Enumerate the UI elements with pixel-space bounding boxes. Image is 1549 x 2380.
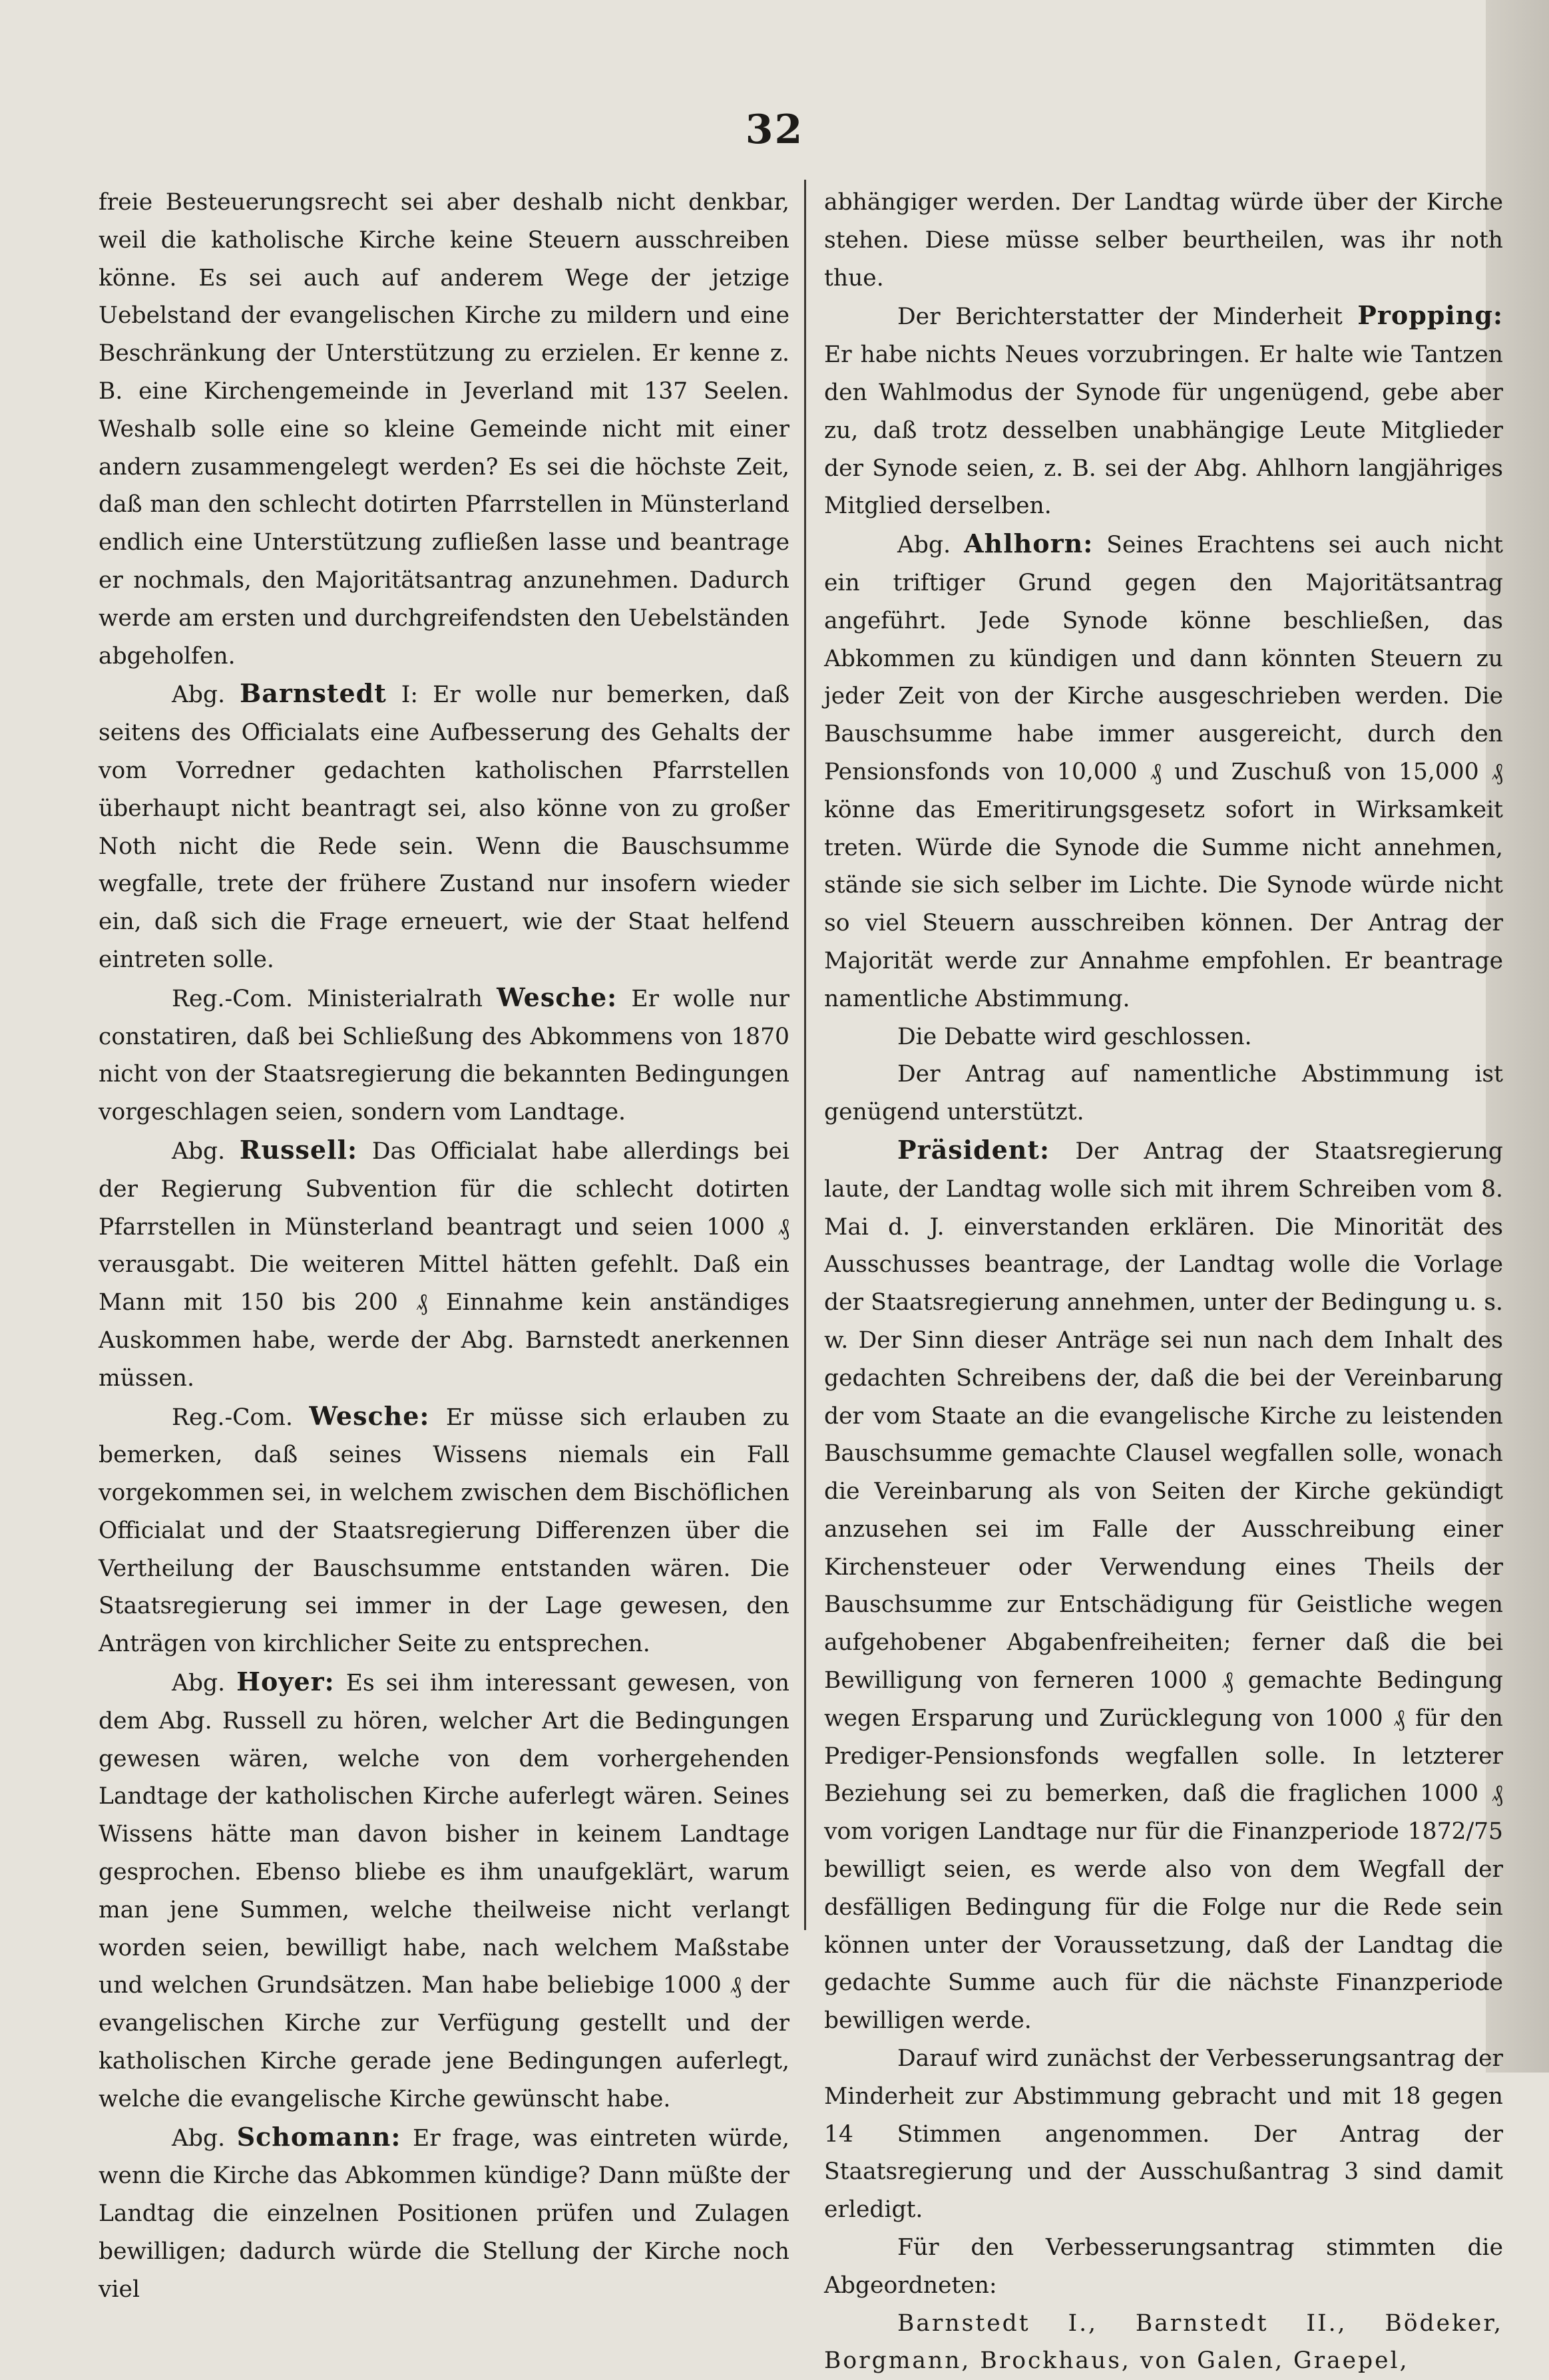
paragraph: freie Besteuerungsrecht sei aber deshalb nicht denkbar, weil die katholische Kirche keine Steuern ausschreiben könne. Es sei auch auf anderem Wege der jetzige Uebelstand der evangelischen Kirche zu mildern und eine Beschränkung der Unterstützung zu erzielen. Er kenne z. B. eine Kirchengemeinde in Jeverland mit 137 Seelen. Weshalb solle eine so kleine Gemeinde nicht mit einer andern zusammengelegt werden? Es sei die höchste Zeit, daß man den schlecht dotirten Pfarrstellen in Münsterland endlich eine Unterstützung zufließen lasse und beantrage er nochmals, den Majoritätsantrag anzunehmen. Dadurch werde am ersten und durchgreifendsten den Uebelständen abgeholfen.	[99, 189, 789, 670]
speaker-name: Schomann:	[236, 2121, 401, 2152]
left-column	[99, 184, 789, 2309]
paragraph: Für den Verbesserungsantrag stimmten die Abgeordneten:	[824, 2234, 1503, 2299]
speaker-name: Präsident:	[897, 1134, 1050, 1165]
speaker-name: Wesche:	[497, 982, 618, 1012]
paragraph: Reg.-Com. Ministerialrath Wesche: Er wolle nur constatiren, daß bei Schließung des Abkommens von 1870 nicht von der Staatsregierung die bekannten Bedingungen vorgeschlagen seien, sondern vom Landtage.	[99, 982, 789, 1126]
speaker-name: Propping:	[1357, 300, 1503, 331]
paragraph: Abg. Schomann: Er frage, was eintreten würde, wenn die Kirche das Abkommen kündige? Dann müßte der Landtag die einzelnen Positionen prüfen und Zulagen bewilligen; dadurch würde die Stellung der Kirche noch viel	[99, 2121, 789, 2303]
paragraph: Präsident: Der Antrag der Staatsregierung laute, der Landtag wolle sich mit ihrem Schreiben vom 8. Mai d. J. einverstanden erklären. Die Minorität des Ausschusses beantrage, der Landtag wolle die Vorlage der Staatsregierung annehmen, unter der Bedingung u. s. w. Der Sinn dieser Anträge sei nun nach dem Inhalt des gedachten Schreibens der, daß die bei der Vereinbarung der vom Staate an die evangelische Kirche zu leistenden Bauschsumme gemachte Clausel wegfallen solle, wonach die Vereinbarung als von Seiten der Kirche gekündigt anzusehen sei im Falle der Ausschreibung einer Kirchensteuer oder Verwendung eines Theils der Bauschsumme zur Entschädigung für Geistliche wegen aufgehobener Abgabenfreiheiten; ferner daß die bei Bewilligung von ferneren 1000 ₰ gemachte Bedingung wegen Ersparung und Zurücklegung von 1000 ₰ für den Prediger-Pensionsfonds wegfallen solle. In letzterer Beziehung sei zu bemerken, daß die fraglichen 1000 ₰ vom vorigen Landtage nur für die Finanzperiode 1872/75 bewilligt seien, es werde also von dem Wegfall der desfälligen Bedingung für die Folge nur die Rede sein können unter der Voraussetzung, daß der Landtag die gedachte Summe auch für die nächste Finanzperiode bewilligen werde.	[824, 1134, 1503, 2035]
paragraph: Die Debatte wird geschlossen.	[897, 1023, 1252, 1050]
speaker-name: Russell:	[239, 1134, 357, 1165]
paragraph: Abg. Hoyer: Es sei ihm interessant gewesen, von dem Abg. Russell zu hören, welcher Art die Bedingungen gewesen wären, welche von dem vorhergehenden Landtage der katholischen Kirche auferlegt wären. Seines Wissens hätte man davon bisher in keinem Landtage gesprochen. Ebenso bliebe es ihm unaufgeklärt, warum man jene Summen, welche theilweise nicht verlangt worden seien, bewilligt habe, nach welchem Maßstabe und welchen Grundsätzen. Man habe beliebige 1000 ₰ der evangelischen Kirche zur Verfügung gestellt und der katholischen Kirche gerade jene Bedingungen auferlegt, welche die evangelische Kirche gewünscht habe.	[99, 1667, 789, 2112]
paragraph: Der Antrag auf namentliche Abstimmung ist genügend unterstützt.	[824, 1061, 1503, 1126]
paragraph: Der Berichterstatter der Minderheit Propping: Er habe nichts Neues vorzubringen. Er halte wie Tantzen den Wahlmodus der Synode für ungenügend, gebe aber zu, daß trotz desselben unabhängige Leute Mitglieder der Synode seien, z. B. sei der Abg. Ahlhorn langjähriges Mitglied derselben.	[824, 300, 1503, 520]
paragraph: abhängiger werden. Der Landtag würde über der Kirche stehen. Diese müsse selber beurtheilen, was ihr noth thue.	[824, 189, 1503, 292]
member-names: Barnstedt I., Barnstedt II., Bödeker, Borgmann, Brockhaus, von Galen, Graepel,	[824, 2309, 1503, 2375]
page-number: 32	[745, 106, 804, 153]
right-column	[824, 184, 1503, 2380]
speaker-name: Ahlhorn:	[964, 528, 1094, 559]
paragraph: Abg. Barnstedt I: Er wolle nur bemerken, daß seitens des Officialats eine Aufbesserung des Gehalts der vom Vorredner gedachten katholischen Pfarrstellen überhaupt nicht beantragt sei, also könne von zu großer Noth nicht die Rede sein. Wenn die Bauschsumme wegfalle, trete der frühere Zustand nur insofern wieder ein, daß sich die Frage erneuert, wie der Staat helfend eintreten solle.	[99, 678, 789, 973]
paragraph: Abg. Ahlhorn: Seines Erachtens sei auch nicht ein triftiger Grund gegen den Majoritätsantrag angeführt. Jede Synode könne beschließen, das Abkommen zu kündigen und dann könnten Steuern zu jeder Zeit von der Kirche ausgeschrieben werden. Die Bauschsumme habe immer ausgereicht, durch den Pensionsfonds von 10,000 ₰ und Zuschuß von 15,000 ₰ könne das Emeritirungsgesetz sofort in Wirksamkeit treten. Würde die Synode die Summe nicht annehmen, stände sie sich selber im Lichte. Die Synode würde nicht so viel Steuern ausschreiben können. Der Antrag der Majorität werde zur Annahme empfohlen. Er beantrage namentliche Abstimmung.	[824, 528, 1503, 1012]
speaker-name: Hoyer:	[236, 1667, 335, 1697]
speaker-name: Wesche:	[309, 1400, 430, 1431]
paragraph: Reg.-Com. Wesche: Er müsse sich erlauben zu bemerken, daß seines Wissens niemals ein Fall vorgekommen sei, in welchem zwischen dem Bischöflichen Officialat und der Staatsregierung Differenzen über die Vertheilung der Bauschsumme entstanden wären. Die Staatsregierung sei immer in der Lage gewesen, den Anträgen von kirchlicher Seite zu entsprechen.	[99, 1400, 789, 1658]
paragraph: Abg. Russell: Das Officialat habe allerdings bei der Regierung Subvention für die schlecht dotirten Pfarrstellen in Münsterland beantragt und seien 1000 ₰ verausgabt. Die weiteren Mittel hätten gefehlt. Daß ein Mann mit 150 bis 200 ₰ Einnahme kein anständiges Auskommen habe, werde der Abg. Barnstedt anerkennen müssen.	[99, 1134, 789, 1392]
paragraph: Darauf wird zunächst der Verbesserungsantrag der Minderheit zur Abstimmung gebracht und mit 18 gegen 14 Stimmen angenommen. Der Antrag der Staatsregierung und der Ausschußantrag 3 sind damit erledigt.	[824, 2045, 1503, 2224]
column-divider	[804, 180, 806, 1930]
speaker-name: Barnstedt	[240, 678, 387, 709]
